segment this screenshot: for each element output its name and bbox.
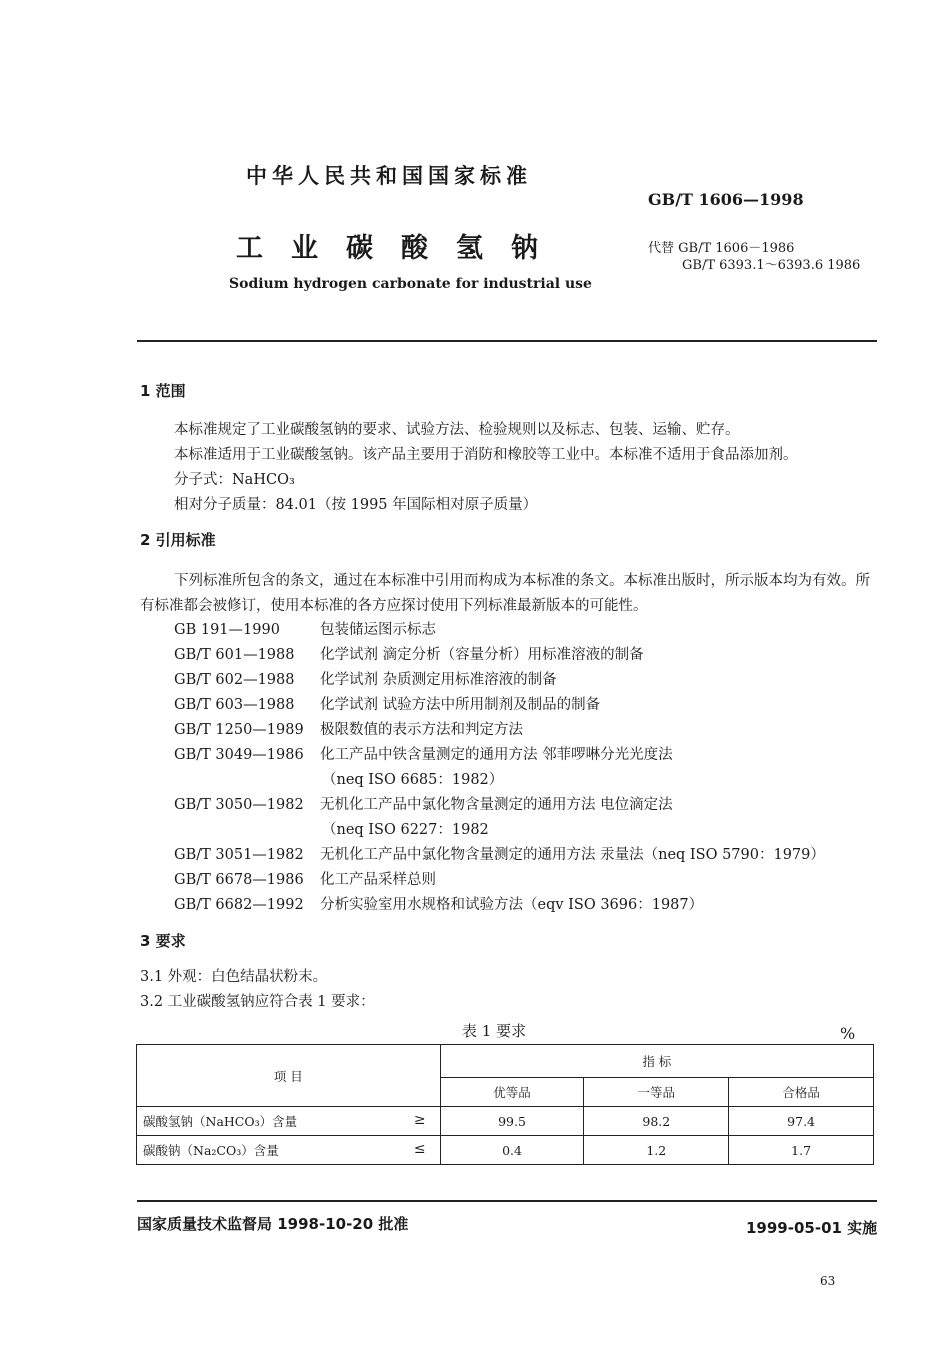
row-comparator: ≤ [413,1141,426,1157]
reference-code: GB/T 602—1988 [174,672,295,688]
reference-item [174,668,557,689]
index-header: 指 标 [440,1045,873,1078]
reference-title: 无机化工产品中氯化物含量测定的通用方法 电位滴定法 [320,797,673,813]
reference-item [174,893,703,914]
row-value: 99.5 [440,1107,584,1136]
reference-note: （neq ISO 6685：1982） [322,772,504,788]
reference-item [174,693,600,714]
reference-code: GB/T 1250—1989 [174,722,304,738]
reference-item [174,793,673,814]
row-value: 1.2 [584,1136,729,1165]
section-1-para-1: 本标准规定了工业碳酸氢钠的要求、试验方法、检验规则以及标志、包装、运输、贮存。 [174,422,740,438]
page-number: 63 [820,1274,836,1288]
row-item-label: 碳酸钠（Na₂CO₃）含量 [143,1143,279,1158]
row-value: 97.4 [729,1107,874,1136]
clause-3-2: 3.2 工业碳酸氢钠应符合表 1 要求： [140,994,375,1010]
reference-item [174,743,673,764]
replaces-line-1: 代替 GB/T 1606－1986 [648,241,795,256]
reference-title: 极限数值的表示方法和判定方法 [320,722,523,738]
section-2-intro: 下列标准所包含的条文，通过在本标准中引用而构成为本标准的条文。本标准出版时，所示版本均为有效。所有标准都会被修订，使用本标准的各方应探讨使用下列标准最新版本的可能性。 [140,573,870,614]
replaces-line-2: GB/T 6393.1～6393.6 1986 [682,258,861,273]
reference-code: GB/T 3051—1982 [174,847,304,863]
row-item [137,1107,441,1136]
replaces-note [648,240,860,274]
grade-header: 合格品 [729,1078,874,1107]
grade-header: 一等品 [584,1078,729,1107]
reference-title: 化工产品中铁含量测定的通用方法 邻菲啰啉分光光度法 [320,747,673,763]
reference-title: 化学试剂 滴定分析（容量分析）用标准溶液的制备 [320,647,644,663]
reference-title: 无机化工产品中氯化物含量测定的通用方法 汞量法（neq ISO 5790：1979） [320,847,825,863]
requirements-table [136,1044,874,1165]
row-value: 0.4 [440,1136,584,1165]
reference-code: GB/T 6678—1986 [174,872,304,888]
reference-code: GB/T 603—1988 [174,697,295,713]
row-value: 1.7 [729,1136,874,1165]
footer-divider [137,1200,877,1202]
standard-organization: 中华人民共和国国家标准 [246,164,532,188]
reference-note: （neq ISO 6227：1982 [322,822,489,838]
reference-item [174,843,825,864]
reference-title: 化学试剂 杂质测定用标准溶液的制备 [320,672,557,688]
reference-title: 化工产品采样总则 [320,872,436,888]
section-1-para-2: 本标准适用于工业碳酸氢钠。该产品主要用于消防和橡胶等工业中。本标准不适用于食品添加剂。 [174,447,798,463]
reference-title: 包装储运图示标志 [320,622,436,638]
table-caption: 表 1 要求 [462,1022,527,1040]
section-3-heading: 3 要求 [140,932,186,950]
table-unit: % [840,1024,856,1043]
english-title: Sodium hydrogen carbonate for industrial use [229,276,592,292]
row-item-label: 碳酸氢钠（NaHCO₃）含量 [143,1114,298,1129]
section-1-heading: 1 范围 [140,382,186,400]
header-divider [137,340,877,342]
document-title: 工业碳酸氢钠 [236,233,566,264]
standard-number: GB/T 1606—1998 [648,190,804,209]
table-row [137,1136,874,1165]
clause-3-1: 3.1 外观：白色结晶状粉末。 [140,969,328,985]
reference-code: GB/T 6682—1992 [174,897,304,913]
row-item [137,1136,441,1165]
reference-item [174,618,436,639]
reference-code: GB/T 601—1988 [174,647,295,663]
reference-code: GB/T 3050—1982 [174,797,304,813]
reference-title: 化学试剂 试验方法中所用制剂及制品的制备 [320,697,601,713]
item-header: 项 目 [137,1045,441,1107]
reference-item [174,643,644,664]
reference-code: GB/T 3049—1986 [174,747,304,763]
effective-date: 1999-05-01 实施 [746,1219,878,1237]
reference-item [174,868,436,889]
reference-title: 分析实验室用水规格和试验方法（eqv ISO 3696：1987） [320,897,704,913]
reference-code: GB 191—1990 [174,622,280,638]
section-2-heading: 2 引用标准 [140,531,216,549]
table-row [137,1107,874,1136]
row-value: 98.2 [584,1107,729,1136]
section-1-molar-mass: 相对分子质量：84.01（按 1995 年国际相对原子质量） [174,497,538,513]
reference-item [174,718,523,739]
section-1-formula: 分子式：NaHCO₃ [174,472,295,488]
row-comparator: ≥ [413,1112,426,1128]
grade-header: 优等品 [440,1078,584,1107]
approval-line: 国家质量技术监督局 1998-10-20 批准 [137,1215,409,1233]
